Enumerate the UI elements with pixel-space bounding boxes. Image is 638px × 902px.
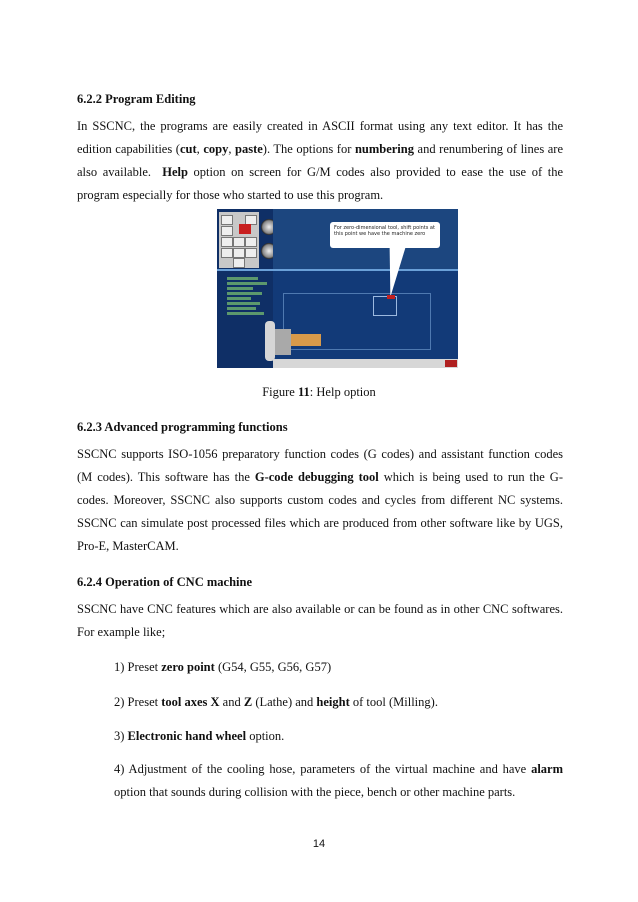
text-run: 4) Adjustment of the cooling hose, parameters of the virtual machine and have [114, 762, 532, 776]
text-run: SSCNC supports ISO-1056 preparatory function codes (G codes) and assistant function codes (M codes). This software has the [77, 447, 563, 484]
bold-gcode-debugging-tool: G-code debugging tool [254, 470, 379, 484]
bold-tool-axes-x: tool axes X [161, 695, 220, 709]
text-run: and renumbering of lines are also available. [77, 142, 567, 179]
divider [217, 269, 458, 271]
text-run: In SSCNC, the programs are easily created in ASCII format using any text editor. It has the edition capabilities ( [77, 119, 563, 156]
paragraph-program-editing [77, 115, 567, 207]
grid-button [221, 237, 233, 247]
status-bar [273, 359, 458, 368]
grid-button [233, 258, 245, 268]
help-option-screenshot [217, 209, 458, 368]
text-run: (Lathe) and [252, 695, 317, 709]
bold-numbering: numbering [354, 142, 414, 156]
bold-zero-point: zero point [161, 660, 215, 674]
status-indicator [445, 360, 457, 367]
section-heading-program-editing: 6.2.2 Program Editing [77, 92, 196, 106]
bold-electronic-hand-wheel: Electronic hand wheel [127, 729, 247, 743]
section-heading-advanced-programming: 6.2.3 Advanced programming functions [77, 420, 288, 434]
text-run: which is being used to run the G-codes. Moreover, SSCNC also supports custom codes and cycles from different NC systems. SSCNC can simulate post processed files which are produced from other software like by UGS, Pro-E, MasterCAM. [77, 470, 563, 553]
grid-button [221, 248, 233, 258]
text-run: option. [246, 729, 285, 743]
figure-caption [0, 385, 638, 400]
text-run: , [228, 142, 236, 156]
caption-number: 11 [297, 385, 310, 399]
grid-button [221, 226, 233, 236]
text-run: option on screen for G/M codes also provided to ease the use of the program especially for those who started to use this program. [77, 165, 564, 202]
page-number: 14 [312, 838, 326, 850]
grid-button [221, 215, 233, 225]
stop-button-icon [239, 224, 251, 234]
text-run: and [219, 695, 244, 709]
grid-button [245, 248, 257, 258]
section-heading-operation-cnc: 6.2.4 Operation of CNC machine [77, 575, 252, 589]
workpiece-shape [291, 334, 321, 346]
grid-button [245, 237, 257, 247]
grid-button [233, 237, 245, 247]
chuck-jaw-shape [275, 329, 291, 355]
paragraph-advanced-programming [77, 443, 563, 558]
chuck-shape [265, 321, 275, 361]
list-item [114, 725, 563, 748]
text-run: (G54, G55, G56, G57) [214, 660, 332, 674]
bold-height: height [316, 695, 350, 709]
list-item [114, 656, 563, 679]
help-callout: For zero-dimensional tool, shift points at this point we have the machine zero [330, 222, 440, 248]
paragraph-operation-cnc: SSCNC have CNC features which are also available or can be found as in other CNC softwares. For example like; [77, 602, 563, 639]
text-run: 2) Preset [114, 695, 162, 709]
caption-text: : Help option [309, 385, 376, 399]
list-item [114, 691, 563, 714]
text-run: , [196, 142, 204, 156]
text-run: 3) [114, 729, 128, 743]
text-run: 1) Preset [114, 660, 162, 674]
caption-prefix: Figure [262, 385, 298, 399]
button-grid [219, 212, 259, 268]
bold-alarm: alarm [531, 762, 563, 776]
bold-cut: cut [179, 142, 197, 156]
zero-point-box [373, 296, 397, 316]
grid-button [233, 248, 245, 258]
text-run: option that sounds during collision with the piece, bench or other machine parts. [114, 785, 516, 799]
bold-help: Help [162, 165, 188, 179]
machine-zero-marker [387, 295, 395, 299]
list-item [114, 758, 563, 804]
text-run: of tool (Milling). [349, 695, 438, 709]
text-run: ). The options for [262, 142, 355, 156]
bold-z: Z [243, 695, 253, 709]
bold-paste: paste [235, 142, 263, 156]
bold-copy: copy [203, 142, 229, 156]
